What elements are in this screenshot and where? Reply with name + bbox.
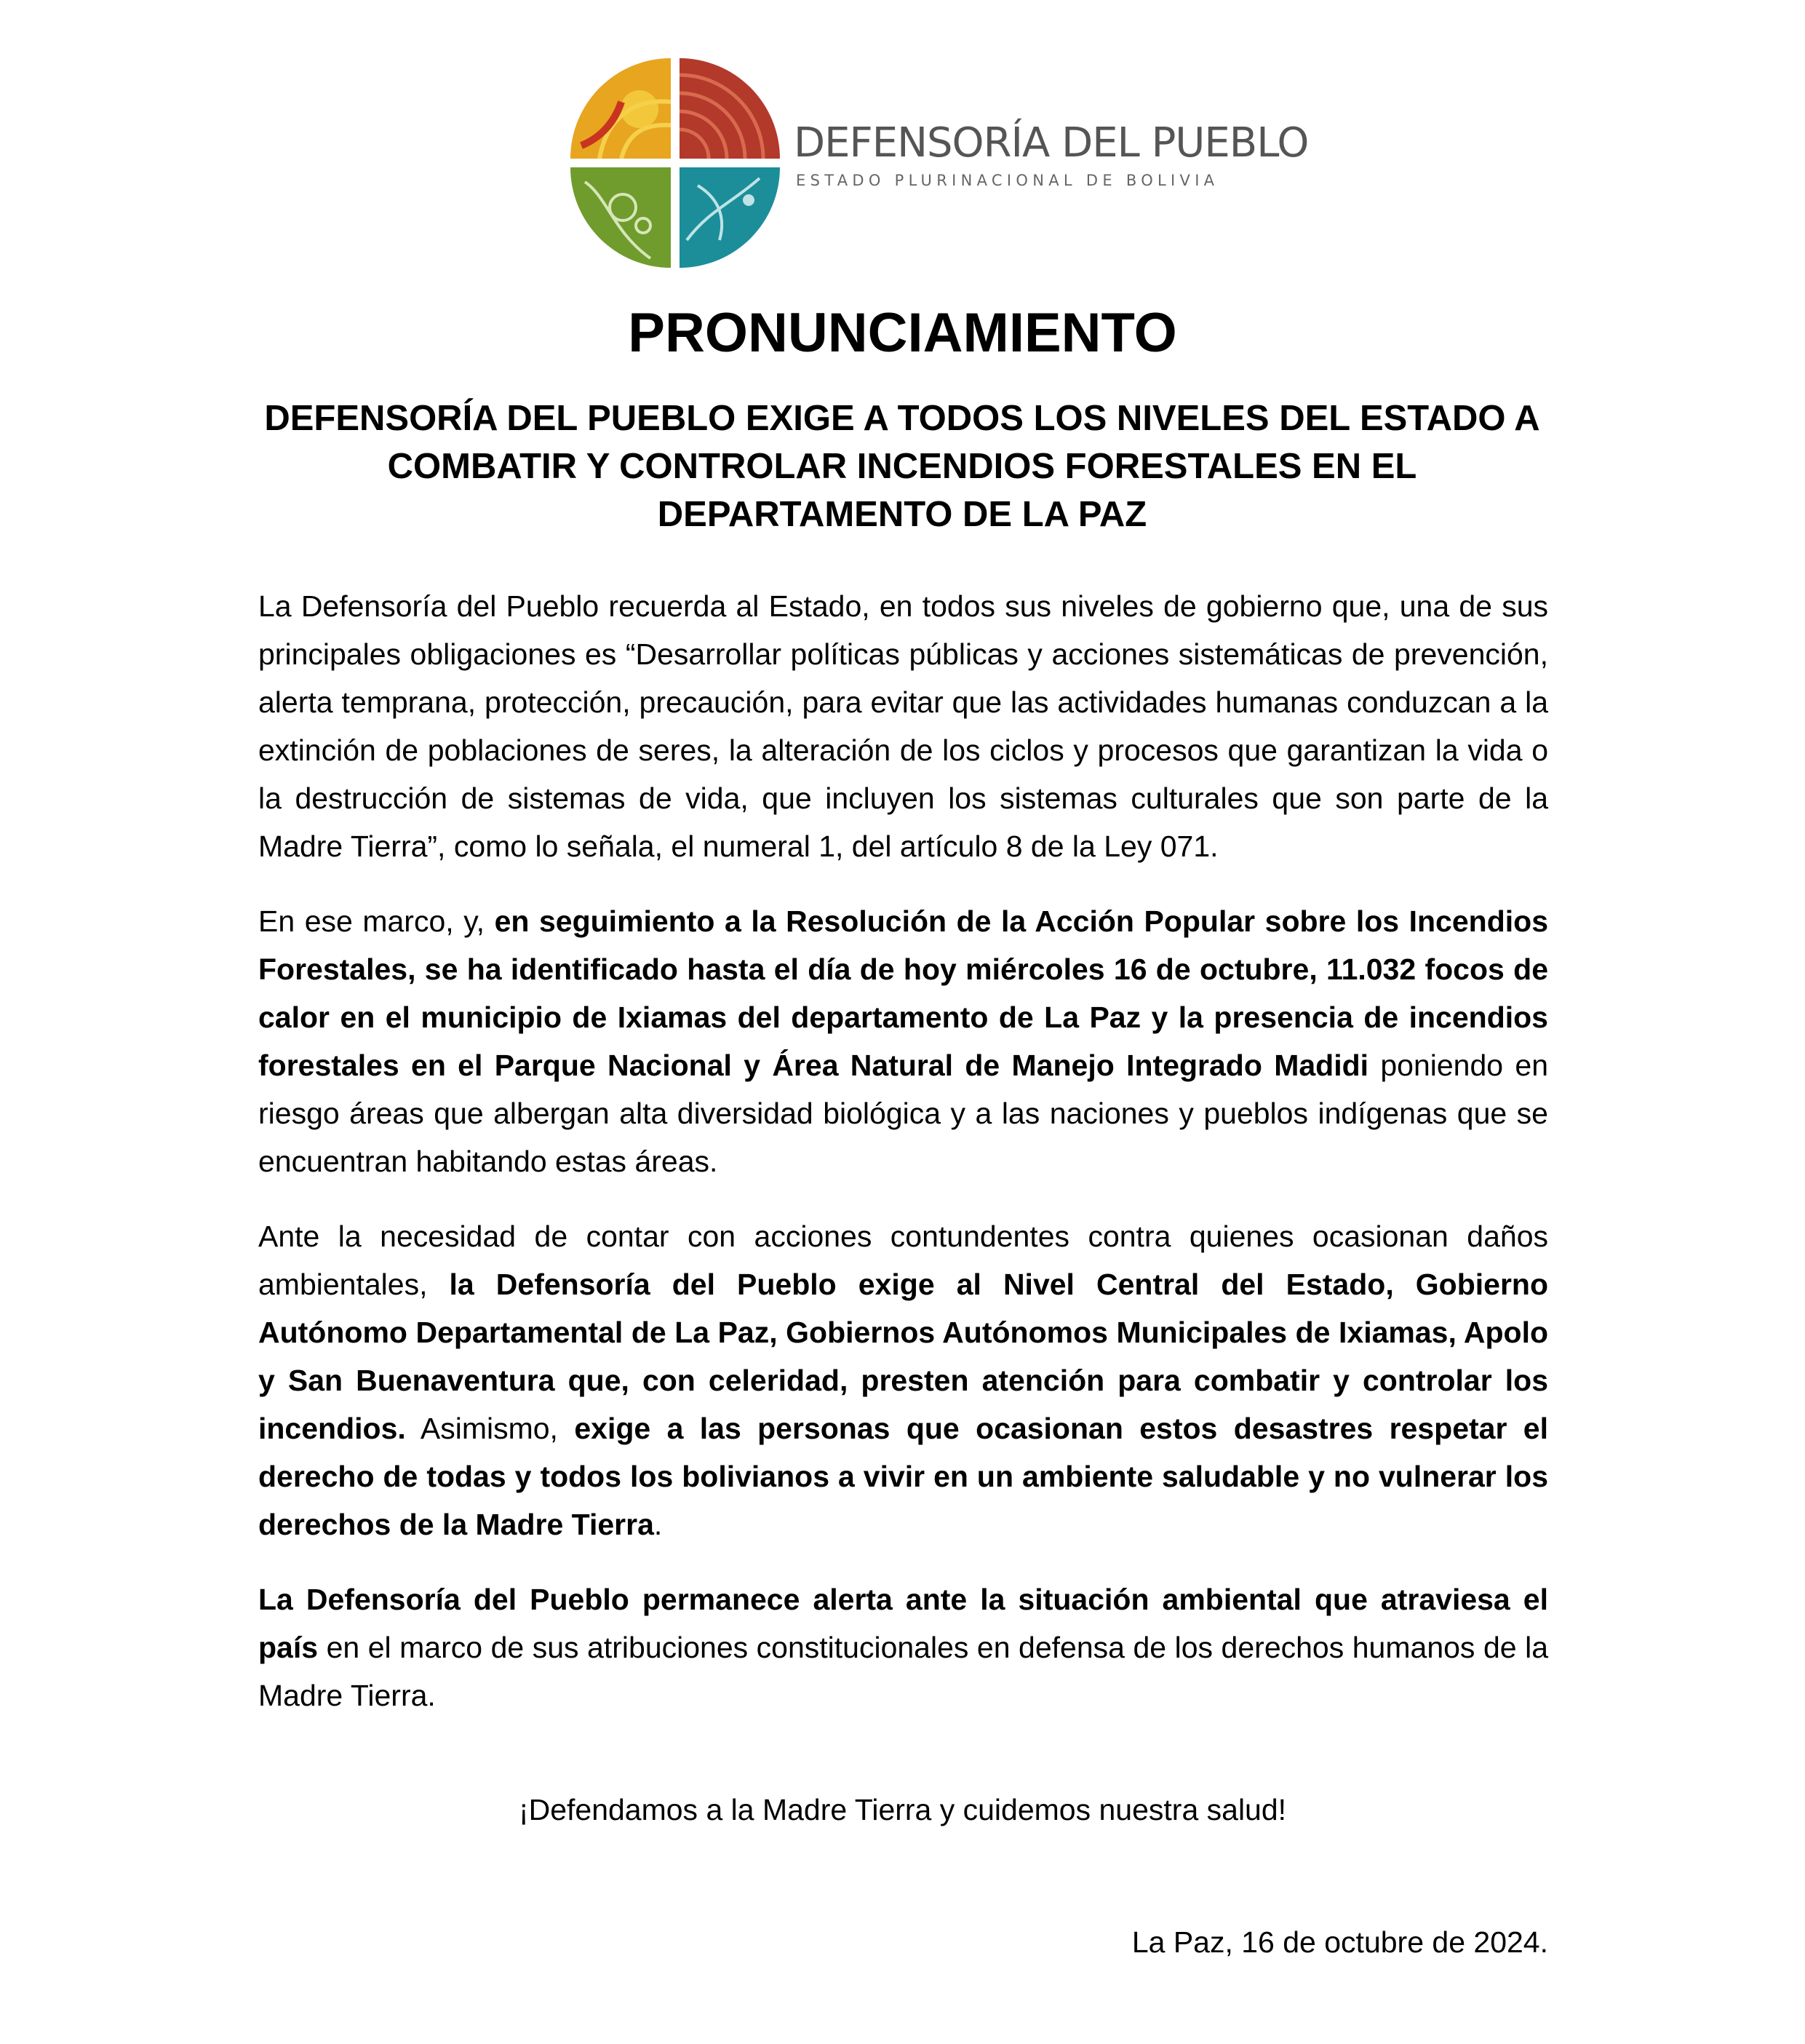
org-logo	[570, 58, 1309, 269]
paragraph-bold-text: en seguimiento a la Resolución de la Acción Popular sobre los Incendios Forestales, se ha identificado hasta el día de hoy miércoles 16 de octubre, 11.032 focos de calor en el municipio de Ixiamas del departamento de La Paz y la presencia de incendios forestales en el Parque Nacional y Área Natural de Manejo Integrado Madidi	[258, 904, 1548, 1082]
paragraph-text: .	[653, 1508, 663, 1541]
paragraph-3	[258, 1212, 1548, 1548]
document-subtitle: DEFENSORÍA DEL PUEBLO EXIGE A TODOS LOS NIVELES DEL ESTADO A COMBATIR Y CONTROLAR INCENDIOS FORESTALES EN EL DEPARTAMENTO DE LA PAZ	[264, 399, 1540, 534]
paragraph-text: en el marco de sus atribuciones constitucionales en defensa de los derechos humanos de la Madre Tierra.	[258, 1631, 1548, 1712]
paragraph-bold-text: exige a las personas que ocasionan estos desastres respetar el derecho de todas y todos los bolivianos a vivir en un ambiente saludable y no vulnerar los derechos de la Madre Tierra	[258, 1412, 1548, 1541]
defensoria-quadrant-logo-icon	[570, 58, 780, 268]
org-tagline: ESTADO PLURINACIONAL DE BOLIVIA	[796, 172, 1219, 189]
org-name: DEFENSORÍA DEL PUEBLO	[794, 119, 1309, 167]
paragraph-1	[258, 582, 1548, 870]
paragraph-bold-text: la Defensoría del Pueblo exige al Nivel Central del Estado, Gobierno Autónomo Departamental de La Paz, Gobiernos Autónomos Municipales de Ixiamas, Apolo y San Buenaventura que, con celeridad, presten atención para combatir y controlar los incendios.	[258, 1268, 1548, 1445]
paragraph-text: La Defensoría del Pueblo recuerda al Estado, en todos sus niveles de gobierno que, una de sus principales obligaciones es “Desarrollar políticas públicas y acciones sistemáticas de prevención, alerta temprana, protección, precaución, para evitar que las actividades humanas conduzcan a la extinción de poblaciones de seres, la alteración de los ciclos y procesos que garantizan la vida o la destrucción de sistemas de vida, que incluyen los sistemas culturales que son parte de la Madre Tierra”, como lo señala, el numeral 1, del artículo 8 de la Ley 071.	[258, 589, 1548, 863]
paragraph-text: Ante la necesidad de contar con acciones contundentes contra quienes ocasionan daños ambientales,	[258, 1220, 1548, 1301]
paragraph-2	[258, 897, 1548, 1185]
paragraph-4	[258, 1575, 1548, 1719]
paragraph-bold-text: La Defensoría del Pueblo permanece alerta ante la situación ambiental que atraviesa el país	[258, 1583, 1548, 1664]
closing-slogan: ¡Defendamos a la Madre Tierra y cuidemos nuestra salud!	[518, 1793, 1287, 1826]
paragraph-text: En ese marco, y,	[258, 904, 495, 938]
document-body	[258, 582, 1548, 1746]
paragraph-text: Asimismo,	[405, 1412, 575, 1445]
document-title: PRONUNCIAMIENTO	[628, 302, 1177, 364]
document-date: La Paz, 16 de octubre de 2024.	[1131, 1925, 1548, 1959]
paragraph-text: poniendo en riesgo áreas que albergan alta diversidad biológica y a las naciones y pueblos indígenas que se encuentran habitando estas áreas.	[258, 1049, 1548, 1178]
